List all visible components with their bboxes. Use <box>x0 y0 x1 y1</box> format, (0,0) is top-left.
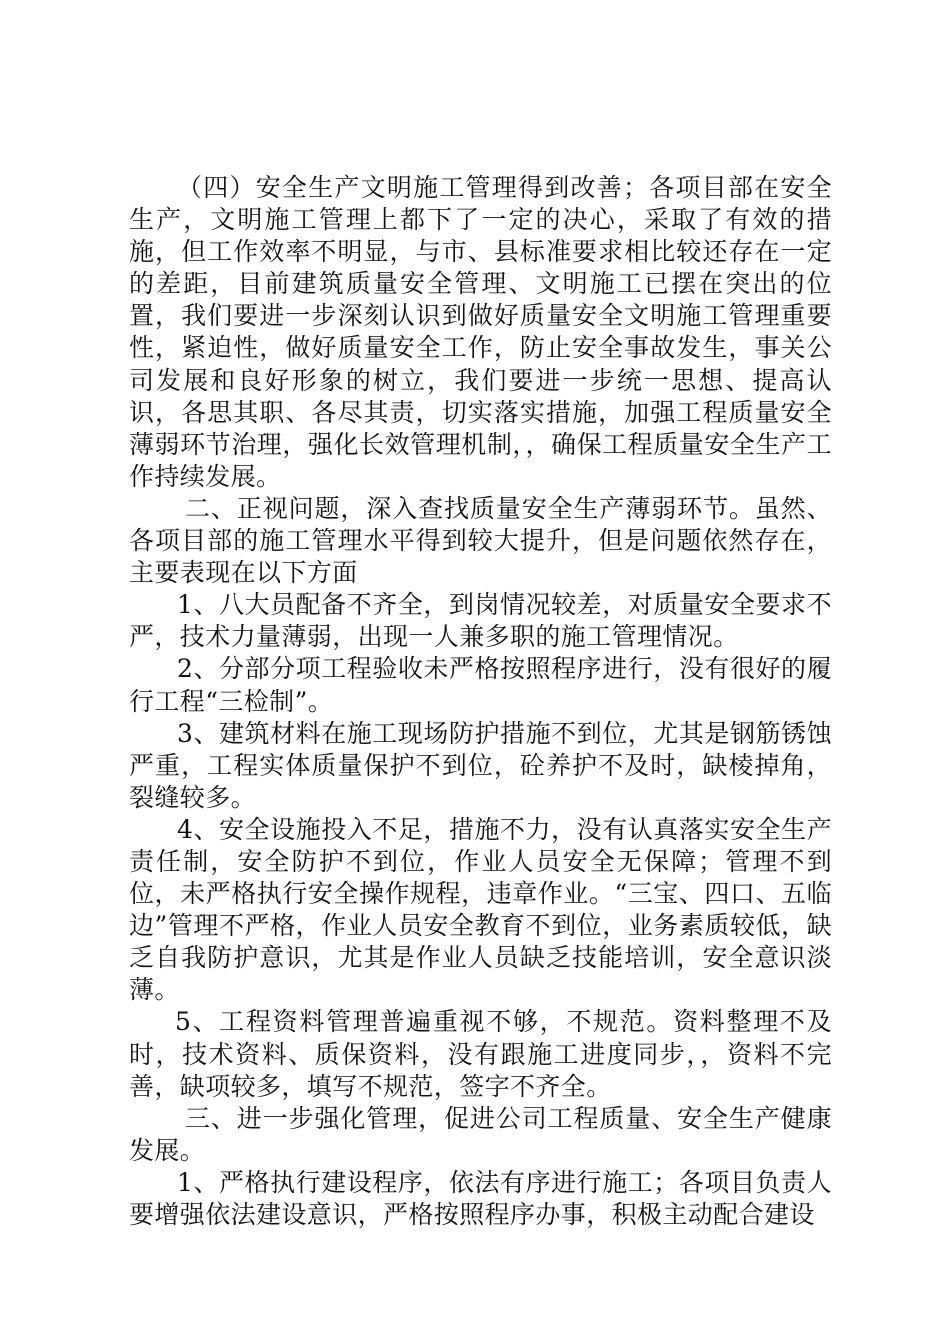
paragraph-issue-1: 1、八大员配备不齐全，到岗情况较差，对质量安全要求不严，技术力量薄弱，出现一人兼多职的施工管理情况。 <box>129 590 832 652</box>
document-body <box>129 172 832 1231</box>
paragraph-measure-1: 1、严格执行建设程序，依法有序进行施工；各项目负责人要增强依法建设意识，严格按照程序办事，积极主动配合建设 <box>129 1167 832 1229</box>
paragraph-section-three-heading: 三、进一步强化管理，促进公司工程质量、安全生产健康发展。 <box>129 1103 832 1165</box>
paragraph-safety-improvement: （四）安全生产文明施工管理得到改善；各项目部在安全生产，文明施工管理上都下了一定的决心，采取了有效的措施，但工作效率不明显，与市、县标准要求相比较还存在一定的差距，目前建筑质量安全管理、文明施工已摆在突出的位置，我们要进一步深刻认识到做好质量安全文明施工管理重要性，紧迫性，做好质量安全工作，防止安全事故发生，事关公司发展和良好形象的树立，我们要进一步统一思想、提高认识，各思其职、各尽其责，切实落实措施，加强工程质量安全薄弱环节治理，强化长效管理机制，，确保工程质量安全生产工作持续发展。 <box>129 173 832 491</box>
paragraph-section-two-heading: 二、正视问题，深入查找质量安全生产薄弱环节。虽然、各项目部的施工管理水平得到较大提升，但是问题依然存在，主要表现在以下方面 <box>129 493 832 588</box>
paragraph-issue-4: 4、安全设施投入不足，措施不力，没有认真落实安全生产责任制，安全防护不到位，作业人员安全无保障；管理不到位，未严格执行安全操作规程，违章作业。“三宝、四口、五临边”管理不严格，作业人员安全教育不到位，业务素质较低，缺乏自我防护意识，尤其是作业人员缺乏技能培训，安全意识淡薄。 <box>129 814 832 1005</box>
paragraph-issue-3: 3、建筑材料在施工现场防护措施不到位，尤其是钢筋锈蚀严重，工程实体质量保护不到位，砼养护不及时，缺棱掉角，裂缝较多。 <box>129 718 832 812</box>
paragraph-issue-5: 5、工程资料管理普遍重视不够，不规范。资料整理不及时，技术资料、质保资料，没有跟施工进度同步，，资料不完善，缺项较多，填写不规范，签字不齐全。 <box>129 1007 832 1101</box>
paragraph-issue-2: 2、分部分项工程验收未严格按照程序进行，没有很好的履行工程“三检制”。 <box>129 654 832 716</box>
